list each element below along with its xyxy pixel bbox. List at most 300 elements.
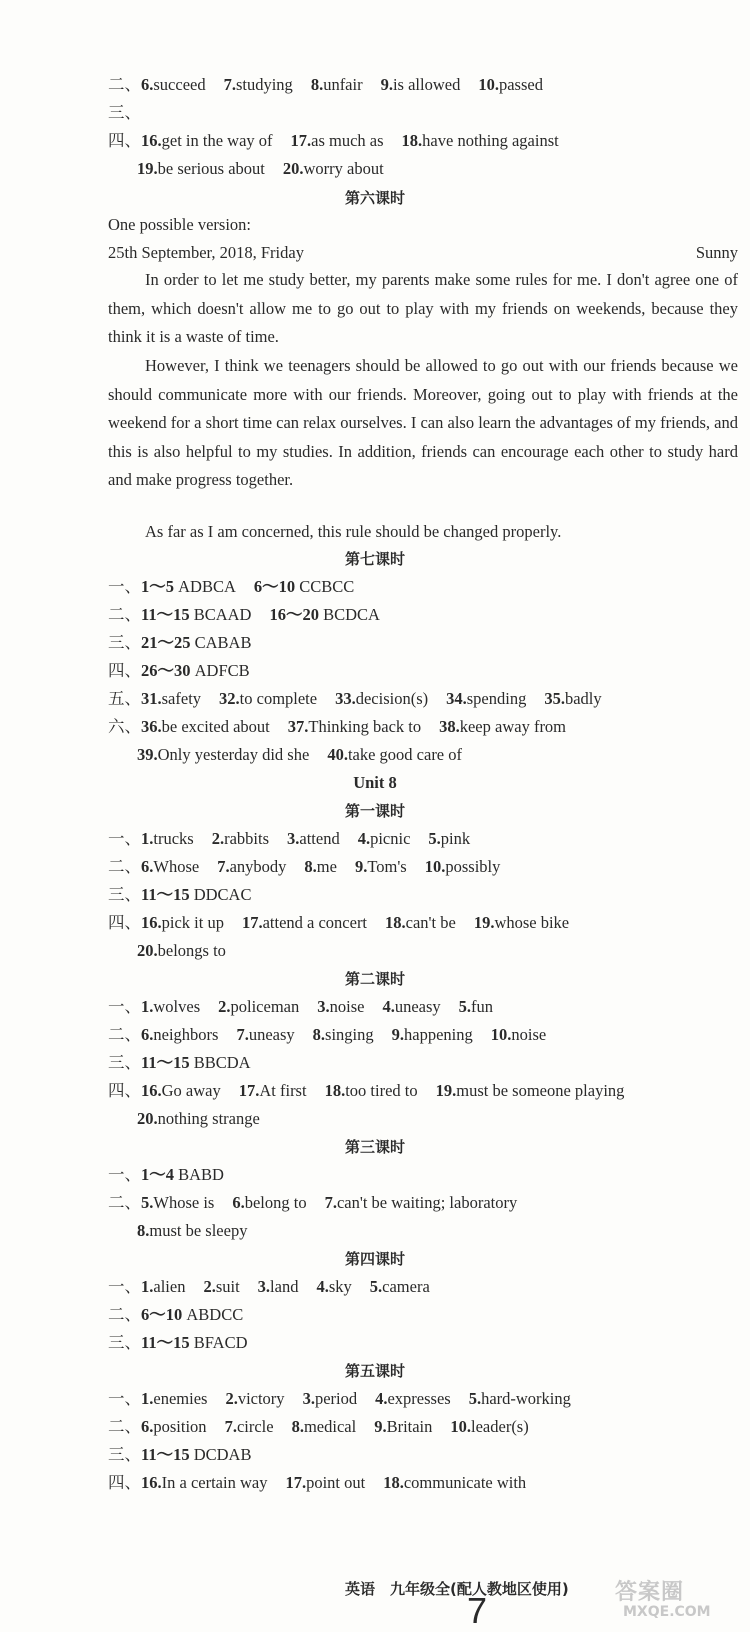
- item-number: 3.: [287, 829, 300, 848]
- answer-item: [203, 1277, 239, 1296]
- item-number: 19.: [473, 913, 495, 932]
- range-answer: BBCDA: [189, 1053, 251, 1072]
- range-label: 11～15: [141, 1445, 190, 1464]
- item-prefix: 四、: [108, 913, 141, 932]
- item-prefix: 三、: [108, 885, 141, 904]
- item-answer: camera: [382, 1277, 430, 1296]
- item-prefix: 二、: [108, 857, 141, 876]
- item-prefix: 二、: [108, 1193, 141, 1212]
- essay-dateline: [108, 242, 738, 264]
- answer-line: [137, 158, 750, 180]
- answer-item: [219, 689, 317, 708]
- item-number: 9.: [374, 1417, 387, 1436]
- range-label: 1～5: [141, 577, 174, 596]
- item-number: 37.: [287, 717, 309, 736]
- range-label: 6～10: [141, 1305, 183, 1324]
- item-prefix: 三、: [108, 633, 141, 652]
- range-label: 1～4: [141, 1165, 174, 1184]
- answer-line: [108, 632, 738, 654]
- item-answer: passed: [498, 75, 543, 94]
- range-label: 6～10: [253, 577, 296, 596]
- answer-item: [141, 131, 273, 150]
- item-answer: Britain: [386, 1417, 433, 1436]
- item-number: 3.: [317, 997, 330, 1016]
- answer-item: [358, 829, 411, 848]
- item-prefix: 二、: [108, 605, 141, 624]
- answer-item: [325, 1081, 418, 1100]
- range-label: 21～25: [141, 633, 191, 652]
- range-label: 11～15: [141, 605, 190, 624]
- item-number: 1.: [141, 997, 154, 1016]
- answer-line: [108, 1276, 738, 1298]
- item-number: 16.: [141, 1473, 162, 1492]
- item-number: 6.: [232, 1193, 245, 1212]
- item-answer: belong to: [244, 1193, 307, 1212]
- answer-item: [291, 131, 384, 150]
- essay-date: 25th September, 2018, Friday: [108, 243, 304, 262]
- answer-item: [285, 1473, 365, 1492]
- answer-item: [141, 1417, 207, 1436]
- answer-item: [385, 913, 456, 932]
- item-number: 1.: [141, 1277, 154, 1296]
- item-number: 8.: [291, 1417, 304, 1436]
- item-number: 7.: [236, 1025, 249, 1044]
- unit-title: Unit 8: [353, 773, 397, 792]
- answer-item: [370, 1277, 430, 1296]
- item-prefix: 一、: [108, 1277, 141, 1296]
- item-number: 18.: [383, 1473, 404, 1492]
- item-answer: get in the way of: [161, 131, 273, 150]
- answer-item: [392, 1025, 473, 1044]
- item-prefix: 二、: [108, 75, 141, 94]
- item-number: 10.: [490, 1025, 512, 1044]
- essay-paragraph: In order to let me study better, my parents make some rules for me. I don't agree one of them, which doesn't allow me to go out to play with my friends on weekends, because they think it is a waste of time.: [108, 270, 738, 346]
- answer-item: [141, 913, 224, 932]
- answer-item: [311, 75, 363, 94]
- item-number: 19.: [435, 1081, 457, 1100]
- answer-line: [108, 1444, 738, 1466]
- section-title: 第三课时: [344, 1138, 405, 1156]
- answer-item: [439, 717, 566, 736]
- answer-line: [108, 1024, 738, 1046]
- item-number: 8.: [310, 75, 324, 94]
- item-answer: happening: [404, 1025, 473, 1044]
- answer-item: [474, 913, 569, 932]
- answer-item: [325, 1193, 518, 1212]
- answer-item: [141, 1473, 267, 1492]
- item-number: 17.: [285, 1473, 307, 1492]
- range-answer: DCDAB: [189, 1445, 252, 1464]
- section-title: 第二课时: [344, 970, 405, 988]
- item-answer: keep away from: [459, 717, 567, 736]
- item-number: 9.: [354, 857, 368, 876]
- item-answer: too tired to: [345, 1081, 418, 1100]
- item-answer: circle: [236, 1417, 274, 1436]
- range-label: 16～20: [269, 605, 319, 624]
- answer-item: [355, 857, 407, 876]
- item-answer: sky: [328, 1277, 352, 1296]
- item-prefix: 四、: [108, 1473, 141, 1492]
- item-answer: land: [270, 1277, 299, 1296]
- item-number: 4.: [375, 1389, 388, 1408]
- item-answer: Tom's: [367, 857, 407, 876]
- item-number: 8.: [304, 857, 317, 876]
- item-number: 6.: [141, 75, 154, 94]
- item-prefix: 一、: [108, 577, 141, 596]
- answer-line: [108, 1332, 738, 1354]
- answer-item: [258, 1277, 299, 1296]
- essay-paragraph: However, I think we teenagers should be allowed to go out with our friends because we should communicate more with our friends. Moreover, going out to play with friends at the weekend for a short time can relax ourselves. I can also learn the advantages of my friends, and this is also helpful to my studies. In addition, friends can encourage each other to study hard and make progress together.: [108, 356, 738, 489]
- item-number: 2.: [203, 1277, 216, 1296]
- item-number: 5.: [369, 1277, 383, 1296]
- item-answer: studying: [235, 75, 293, 94]
- item-answer: pick it up: [161, 913, 224, 932]
- item-number: 5.: [428, 829, 441, 848]
- item-answer: safety: [161, 689, 202, 708]
- item-answer: policeman: [230, 997, 300, 1016]
- answer-item: [383, 1473, 526, 1492]
- item-answer: Whose: [153, 857, 200, 876]
- item-answer: have nothing against: [422, 131, 559, 150]
- answer-item: [491, 1025, 546, 1044]
- range-answer: CABAB: [190, 633, 252, 652]
- answer-line: [108, 828, 738, 850]
- item-answer: belongs to: [157, 941, 226, 960]
- item-answer: period: [314, 1389, 358, 1408]
- item-prefix: 三、: [108, 1053, 141, 1072]
- item-answer: noise: [511, 1025, 547, 1044]
- answer-item: [141, 75, 206, 94]
- answer-item: [446, 689, 526, 708]
- item-prefix: 三、: [108, 103, 141, 122]
- item-answer: must be sleepy: [149, 1221, 248, 1240]
- answer-item: [335, 689, 428, 708]
- item-answer: expresses: [387, 1389, 451, 1408]
- item-number: 4.: [316, 1277, 329, 1296]
- answer-line: [108, 130, 738, 152]
- answer-line: [108, 1388, 738, 1410]
- item-answer: In a certain way: [161, 1473, 268, 1492]
- item-number: 8.: [137, 1221, 150, 1240]
- answer-line: [108, 996, 738, 1018]
- answer-item: [375, 1389, 451, 1408]
- item-number: 3.: [257, 1277, 271, 1296]
- range-answer: BFACD: [189, 1333, 248, 1352]
- answer-line: [108, 1304, 738, 1326]
- range-label: 11～15: [141, 1333, 190, 1352]
- answer-line: [108, 74, 738, 96]
- item-number: 10.: [424, 857, 446, 876]
- answer-item: [218, 997, 299, 1016]
- item-prefix: 六、: [108, 717, 141, 736]
- answer-item: [232, 1193, 306, 1212]
- answer-item: [381, 75, 461, 94]
- item-prefix: 四、: [108, 661, 141, 680]
- item-answer: picnic: [370, 829, 411, 848]
- item-answer: must be someone playing: [456, 1081, 625, 1100]
- answer-item: [436, 1081, 625, 1100]
- answer-item: [137, 1109, 260, 1128]
- item-answer: enemies: [153, 1389, 208, 1408]
- answer-line: [137, 1220, 750, 1242]
- answer-item: [137, 941, 226, 960]
- item-number: 2.: [225, 1389, 238, 1408]
- item-answer: noise: [329, 997, 365, 1016]
- item-number: 6.: [141, 1025, 154, 1044]
- answer-item: [425, 857, 501, 876]
- range-answer: ABDCC: [182, 1305, 244, 1324]
- item-answer: wolves: [153, 997, 201, 1016]
- answer-item: [225, 1389, 284, 1408]
- item-answer: Whose is: [153, 1193, 215, 1212]
- range-label: 26～30: [141, 661, 191, 680]
- range-answer: BCDCA: [318, 605, 380, 624]
- answer-line: [108, 604, 738, 626]
- range-answer: ADFCB: [190, 661, 250, 680]
- answer-line: [108, 1416, 738, 1438]
- answer-item: [224, 75, 293, 94]
- answer-item: [141, 1081, 221, 1100]
- answer-item: [450, 1417, 528, 1436]
- answer-item: [141, 1193, 214, 1212]
- item-number: 40.: [327, 745, 348, 764]
- item-number: 10.: [478, 75, 499, 94]
- item-number: 2.: [218, 997, 231, 1016]
- item-answer: position: [153, 1417, 207, 1436]
- item-prefix: 四、: [108, 131, 141, 150]
- item-answer: hard-working: [481, 1389, 571, 1408]
- item-prefix: 一、: [108, 1165, 141, 1184]
- item-answer: rabbits: [224, 829, 269, 848]
- item-answer: decision(s): [355, 689, 429, 708]
- item-answer: spending: [466, 689, 527, 708]
- answer-item: [288, 717, 421, 736]
- answer-line: [108, 576, 738, 598]
- answer-item: [316, 1277, 351, 1296]
- item-answer: fun: [471, 997, 494, 1016]
- answer-item: [225, 1417, 274, 1436]
- item-prefix: 五、: [108, 689, 141, 708]
- item-answer: uneasy: [394, 997, 441, 1016]
- item-answer: be serious about: [157, 159, 265, 178]
- answer-item: [459, 997, 493, 1016]
- item-number: 39.: [137, 745, 158, 764]
- answer-item: [212, 829, 269, 848]
- item-answer: neighbors: [153, 1025, 219, 1044]
- answer-item: [283, 159, 384, 178]
- answer-item: [327, 745, 462, 764]
- item-number: 17.: [290, 131, 312, 150]
- item-prefix: 二、: [108, 1025, 141, 1044]
- answer-item: [304, 857, 337, 876]
- item-number: 16.: [141, 1081, 162, 1100]
- item-answer: whose bike: [494, 913, 570, 932]
- item-number: 4.: [357, 829, 371, 848]
- answer-item: [317, 997, 364, 1016]
- item-answer: communicate with: [403, 1473, 527, 1492]
- item-number: 16.: [141, 131, 162, 150]
- answer-line: [108, 856, 738, 878]
- item-number: 20.: [137, 1109, 158, 1128]
- page-number: 7: [467, 1590, 488, 1631]
- answer-item: [478, 75, 543, 94]
- section-title: 第一课时: [344, 802, 405, 820]
- item-answer: point out: [306, 1473, 366, 1492]
- item-prefix: 三、: [108, 1445, 141, 1464]
- answer-item: [303, 1389, 358, 1408]
- answer-item: [374, 1417, 432, 1436]
- item-number: 6.: [141, 1417, 154, 1436]
- item-prefix: 四、: [108, 1081, 141, 1100]
- item-answer: suit: [215, 1277, 240, 1296]
- item-answer: Go away: [161, 1081, 221, 1100]
- item-number: 35.: [544, 689, 565, 708]
- range-answer: BCAAD: [189, 605, 252, 624]
- essay-paragraph: As far as I am concerned, this rule should be changed properly.: [145, 522, 562, 541]
- item-number: 9.: [391, 1025, 404, 1044]
- item-answer: leader(s): [471, 1417, 529, 1436]
- answer-item: [313, 1025, 374, 1044]
- answer-item: [141, 857, 199, 876]
- answer-line: [137, 940, 750, 962]
- page-footer: 英语 九年级全(配人教地区使用): [345, 1580, 569, 1598]
- item-answer: possibly: [445, 857, 501, 876]
- item-number: 7.: [217, 857, 230, 876]
- item-prefix: 三、: [108, 1333, 141, 1352]
- answer-item: [137, 745, 309, 764]
- answer-item: [141, 1389, 207, 1408]
- item-answer: anybody: [229, 857, 287, 876]
- answer-item: [382, 997, 440, 1016]
- answer-item: [137, 159, 265, 178]
- essay-weather: Sunny: [695, 243, 738, 262]
- range-answer: ADBCA: [174, 577, 236, 596]
- essay-intro: One possible version:: [108, 215, 251, 234]
- item-number: 17.: [241, 913, 263, 932]
- item-number: 2.: [211, 829, 225, 848]
- item-number: 5.: [141, 1193, 154, 1212]
- answer-line: [108, 716, 738, 738]
- item-answer: take good care of: [347, 745, 463, 764]
- item-answer: unfair: [323, 75, 363, 94]
- item-answer: badly: [564, 689, 602, 708]
- item-answer: attend: [299, 829, 340, 848]
- answer-item: [141, 689, 201, 708]
- item-prefix: 一、: [108, 1389, 141, 1408]
- item-answer: pink: [440, 829, 471, 848]
- answer-line: [108, 884, 738, 906]
- answer-item: [141, 717, 270, 736]
- answer-line: [108, 1192, 738, 1214]
- section-title: 第四课时: [344, 1250, 405, 1268]
- item-answer: medical: [303, 1417, 357, 1436]
- range-answer: CCBCC: [295, 577, 355, 596]
- item-prefix: 一、: [108, 829, 141, 848]
- item-number: 1.: [141, 829, 154, 848]
- answer-line: [108, 1052, 738, 1074]
- answer-line: [108, 688, 738, 710]
- item-number: 18.: [324, 1081, 346, 1100]
- answer-line: [137, 1108, 750, 1130]
- watermark-url: MXQE.COM: [623, 1604, 711, 1620]
- answer-item: [428, 829, 470, 848]
- item-answer: Thinking back to: [308, 717, 422, 736]
- answer-item: [217, 857, 286, 876]
- item-number: 5.: [468, 1389, 482, 1408]
- item-number: 18.: [385, 913, 406, 932]
- item-number: 1.: [141, 1389, 154, 1408]
- item-number: 6.: [141, 857, 154, 876]
- range-label: 11～15: [141, 885, 190, 904]
- answer-item: [402, 131, 559, 150]
- item-answer: succeed: [153, 75, 206, 94]
- item-number: 32.: [219, 689, 240, 708]
- answer-line: [137, 744, 750, 766]
- item-number: 33.: [335, 689, 356, 708]
- answer-item: [287, 829, 340, 848]
- watermark: 答案圈: [615, 1580, 685, 1605]
- item-answer: me: [316, 857, 337, 876]
- item-number: 18.: [401, 131, 423, 150]
- item-answer: can't be waiting; laboratory: [336, 1193, 518, 1212]
- item-number: 5.: [458, 997, 472, 1016]
- section-title: 第五课时: [344, 1362, 405, 1380]
- answer-item: [242, 913, 367, 932]
- answer-line: [108, 1164, 738, 1186]
- item-prefix: 一、: [108, 997, 141, 1016]
- item-number: 20.: [282, 159, 304, 178]
- answer-item: [239, 1081, 307, 1100]
- item-number: 7.: [324, 1193, 337, 1212]
- answer-line: [108, 912, 738, 934]
- item-number: 10.: [450, 1417, 472, 1436]
- item-number: 7.: [224, 1417, 237, 1436]
- section-title: 第六课时: [344, 189, 405, 207]
- answer-item: [469, 1389, 571, 1408]
- item-answer: At first: [259, 1081, 307, 1100]
- item-answer: worry about: [303, 159, 384, 178]
- answer-item: [544, 689, 601, 708]
- answer-item: [236, 1025, 294, 1044]
- answer-item: [141, 997, 200, 1016]
- range-label: 11～15: [141, 1053, 190, 1072]
- item-answer: nothing strange: [157, 1109, 260, 1128]
- item-answer: to complete: [239, 689, 318, 708]
- answer-item: [292, 1417, 357, 1436]
- item-answer: is allowed: [392, 75, 461, 94]
- item-prefix: 二、: [108, 1305, 141, 1324]
- item-answer: can't be: [405, 913, 456, 932]
- item-number: 36.: [141, 717, 162, 736]
- item-number: 16.: [141, 913, 162, 932]
- answer-item: [141, 1025, 218, 1044]
- range-answer: BABD: [174, 1165, 224, 1184]
- answer-line: [108, 660, 738, 682]
- item-number: 19.: [137, 159, 158, 178]
- item-number: 31.: [141, 689, 162, 708]
- item-number: 7.: [223, 75, 236, 94]
- item-number: 8.: [312, 1025, 326, 1044]
- answer-line: [108, 102, 738, 124]
- item-answer: Only yesterday did she: [157, 745, 310, 764]
- item-answer: as much as: [311, 131, 384, 150]
- answer-item: [141, 829, 194, 848]
- item-number: 3.: [302, 1389, 315, 1408]
- item-answer: trucks: [153, 829, 194, 848]
- item-answer: attend a concert: [262, 913, 368, 932]
- item-number: 34.: [446, 689, 467, 708]
- item-answer: alien: [153, 1277, 186, 1296]
